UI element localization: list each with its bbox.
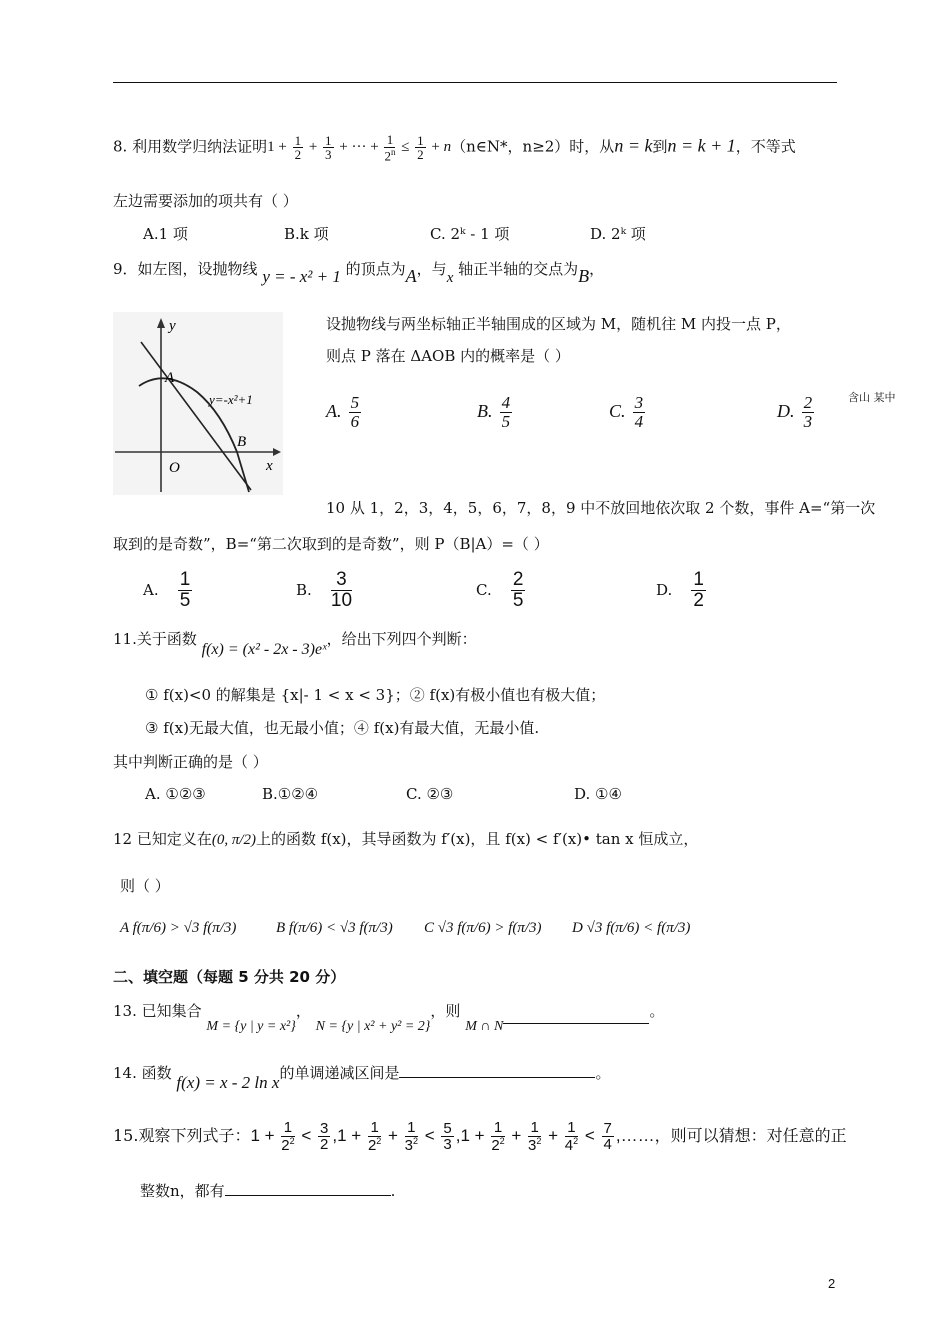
question-11 <box>113 628 477 658</box>
margin-note: 含山 某中 <box>848 391 896 404</box>
q9-option-c-label: C. <box>609 400 626 421</box>
q10-d-num: 1 <box>693 569 704 590</box>
q10-b-num: 3 <box>331 570 352 591</box>
q9-end: ， <box>589 260 605 278</box>
q10-option-d <box>656 570 708 611</box>
q8-option-a: A.1 项 <box>143 225 188 243</box>
fig-y-label: y <box>169 318 176 334</box>
q11-option-c: C. ②③ <box>406 785 454 803</box>
q9-vertex: A <box>405 266 417 286</box>
q11-option-b: B.①②④ <box>262 785 319 803</box>
q12-then: 则（ ） <box>120 877 170 895</box>
q13-then: ，则 <box>430 1002 461 1020</box>
q9-mid1: 的顶点为 <box>345 260 406 278</box>
q11-judgement-1: ① f(x)<0 的解集是 {x|- 1 < x < 3}；② f(x)有极小值也有极大值； <box>145 686 606 704</box>
q9-d-den: 3 <box>803 411 813 431</box>
q8-option-c: C. 2ᵏ - 1 项 <box>430 225 510 243</box>
q10-c-num: 2 <box>512 569 524 590</box>
question-13: 13. 已知集合 M = {y | y = x²}， N = {y | x² + y² = 2}，则 M ∩ N。 <box>113 1002 665 1034</box>
question-15 <box>113 1120 847 1154</box>
q11-option-d: D. ①④ <box>574 785 622 803</box>
parabola-figure <box>113 312 283 495</box>
q14-end: 。 <box>595 1064 611 1082</box>
q8-line2: 左边需要添加的项共有（ ） <box>113 192 298 210</box>
q9-option-d-label: D. <box>777 400 795 421</box>
q9-point: B <box>578 266 590 286</box>
fig-x-label: x <box>266 458 273 474</box>
q14-func: f(x) = x - 2 ln x <box>176 1073 280 1092</box>
q12-option-b: B f(π/6) < √3 f(π/3) <box>276 920 393 936</box>
q9-b-num: 4 <box>501 393 511 412</box>
q9-line2: 设抛物线与两坐标轴正半轴围成的区域为 M，随机往 M 内投一点 P， <box>326 315 791 333</box>
q13-expr: M ∩ N <box>465 1019 504 1034</box>
question-14 <box>113 1062 611 1092</box>
page-number: 2 <box>828 1276 836 1291</box>
q10-line1: 10 从 1，2，3，4，5，6，7，8，9 中不放回地依次取 2 个数，事件 A=“第一次 <box>326 499 876 517</box>
fig-b-label: B <box>237 434 247 450</box>
q10-option-d-label: D. <box>656 580 673 599</box>
q9-xvar: x <box>446 270 454 286</box>
q12-mid: 上的函数 f(x)，其导函数为 f′(x)，且 f(x) < f′(x)• tan x 恒成立， <box>256 830 699 848</box>
q10-c-den: 5 <box>512 589 524 611</box>
q15-line2-wrap <box>140 1180 395 1201</box>
q9-option-c <box>609 394 647 431</box>
q8-inequality: 1 + $\frac{1}{2}$ + $\frac{1}{3}$ + ··· + $\frac{1}{2^n}$ ≤ $\frac{1}{2}$ + n <box>267 132 452 163</box>
q15-end: . <box>390 1182 396 1200</box>
q10-option-a-label: A. <box>143 580 159 599</box>
q14-answer-blank[interactable] <box>399 1077 595 1078</box>
q9-c-den: 4 <box>634 411 644 431</box>
q9-line3: 则点 P 落在 ΔAOB 内的概率是（ ） <box>326 347 570 365</box>
q13-lead: 13. 已知集合 <box>113 1002 202 1020</box>
q9-option-b <box>477 394 514 431</box>
q8-lead: 8. 利用数学归纳法证明 <box>113 137 268 156</box>
q9-option-a-label: A. <box>326 400 342 421</box>
q10-option-b-label: B. <box>296 580 312 599</box>
q12-option-a: A f(π/6) > √3 f(π/3) <box>120 920 237 936</box>
q10-option-c-label: C. <box>476 580 492 599</box>
q14-mid: 的单调递减区间是 <box>279 1064 400 1082</box>
q15-series: 1 + $\frac{1}{2^2}$ < $\frac{3}{2}$ ,1 + $\frac{1}{2^2}$ + $\frac{1}{3^2}$ < $\frac{5}{3}$ ,1 + $\frac{1}{2^2}$ + $\frac{1}{3^2}$ + $\frac{1}{4^2}$ < $\frac{7}{4}$ ,…… <box>250 1119 655 1154</box>
q11-lead: 11.关于函数 <box>113 630 197 648</box>
x-axis-arrow <box>273 448 281 456</box>
q8-option-b: B.k 项 <box>284 225 329 243</box>
q10-option-c <box>476 570 527 611</box>
q9-b-den: 5 <box>501 411 511 431</box>
q8-option-d: D. 2ᵏ 项 <box>590 225 646 243</box>
q8-to-word: 到 <box>652 137 668 156</box>
q9-option-b-label: B. <box>477 400 493 421</box>
question-9 <box>113 258 605 286</box>
q11-end: ，给出下列四个判断： <box>326 630 477 648</box>
q10-a-num: 1 <box>179 569 191 590</box>
section-2-heading: 二、填空题（每题 5 分共 20 分） <box>113 968 346 986</box>
q11-func: f(x) = (x² - 2x - 3)eˣ <box>201 641 327 658</box>
y-axis-arrow <box>157 318 165 328</box>
q12-option-d: D √3 f(π/6) < f(π/3) <box>572 920 691 936</box>
q15-tail: ，则可以猜想：对任意的正 <box>654 1126 847 1146</box>
q9-c-num: 3 <box>634 393 644 412</box>
q8-condition: （n∈N*，n≥2）时，从 <box>451 137 615 156</box>
q12-interval: (0, π/2) <box>211 832 257 848</box>
q12-option-c: C √3 f(π/6) > f(π/3) <box>424 920 542 936</box>
q10-option-a <box>143 570 194 611</box>
q9-option-a <box>326 394 363 431</box>
q9-option-d <box>777 394 816 431</box>
q8-end: ，不等式 <box>735 137 796 156</box>
header-rule <box>113 82 837 83</box>
q11-judgement-2: ③ f(x)无最大值，也无最小值；④ f(x)有最大值，无最小值. <box>145 719 540 737</box>
q8-from: n = k <box>614 135 653 156</box>
q14-lead: 14. 函数 <box>113 1064 172 1082</box>
fig-equation: y=-x²+1 <box>209 392 253 407</box>
fig-a-label: A <box>165 370 175 386</box>
q10-option-b <box>296 570 354 611</box>
q9-mid3: 轴正半轴的交点为 <box>453 260 579 278</box>
q9-a-den: 6 <box>350 411 360 431</box>
q13-set-n: N = {y | x² + y² = 2} <box>315 1019 431 1034</box>
q9-d-num: 2 <box>803 393 813 412</box>
q13-set-m: M = {y | y = x²} <box>206 1019 296 1034</box>
q10-a-den: 5 <box>179 589 191 611</box>
q15-lead: 15.观察下列式子： <box>113 1126 251 1146</box>
q10-line2: 取到的是奇数”，B=“第二次取到的是奇数”，则 P（B|A）=（ ） <box>113 535 549 553</box>
q9-lead: 9．如左图，设抛物线 <box>113 260 258 278</box>
parabola-graph <box>113 312 283 495</box>
q15-answer-blank[interactable] <box>225 1195 391 1196</box>
q15-line2: 整数n，都有 <box>140 1182 225 1200</box>
q12-lead: 12 已知定义在 <box>113 830 212 848</box>
q8-to: n = k + 1 <box>667 135 736 156</box>
fig-origin-label: O <box>169 460 180 476</box>
q9-a-num: 5 <box>350 393 360 412</box>
q11-option-a: A. ①②③ <box>145 785 206 803</box>
q11-ask: 其中判断正确的是（ ） <box>113 753 268 771</box>
q10-b-den: 10 <box>330 589 353 611</box>
q13-end: 。 <box>649 1002 665 1020</box>
q9-curve: y = - x² + 1 <box>262 267 341 286</box>
question-8 <box>113 133 796 163</box>
q9-mid2: ，与 <box>416 260 447 278</box>
q10-d-den: 2 <box>693 589 704 611</box>
segment-ab <box>141 342 251 490</box>
question-12 <box>113 828 698 849</box>
q13-answer-blank[interactable] <box>503 1023 649 1024</box>
